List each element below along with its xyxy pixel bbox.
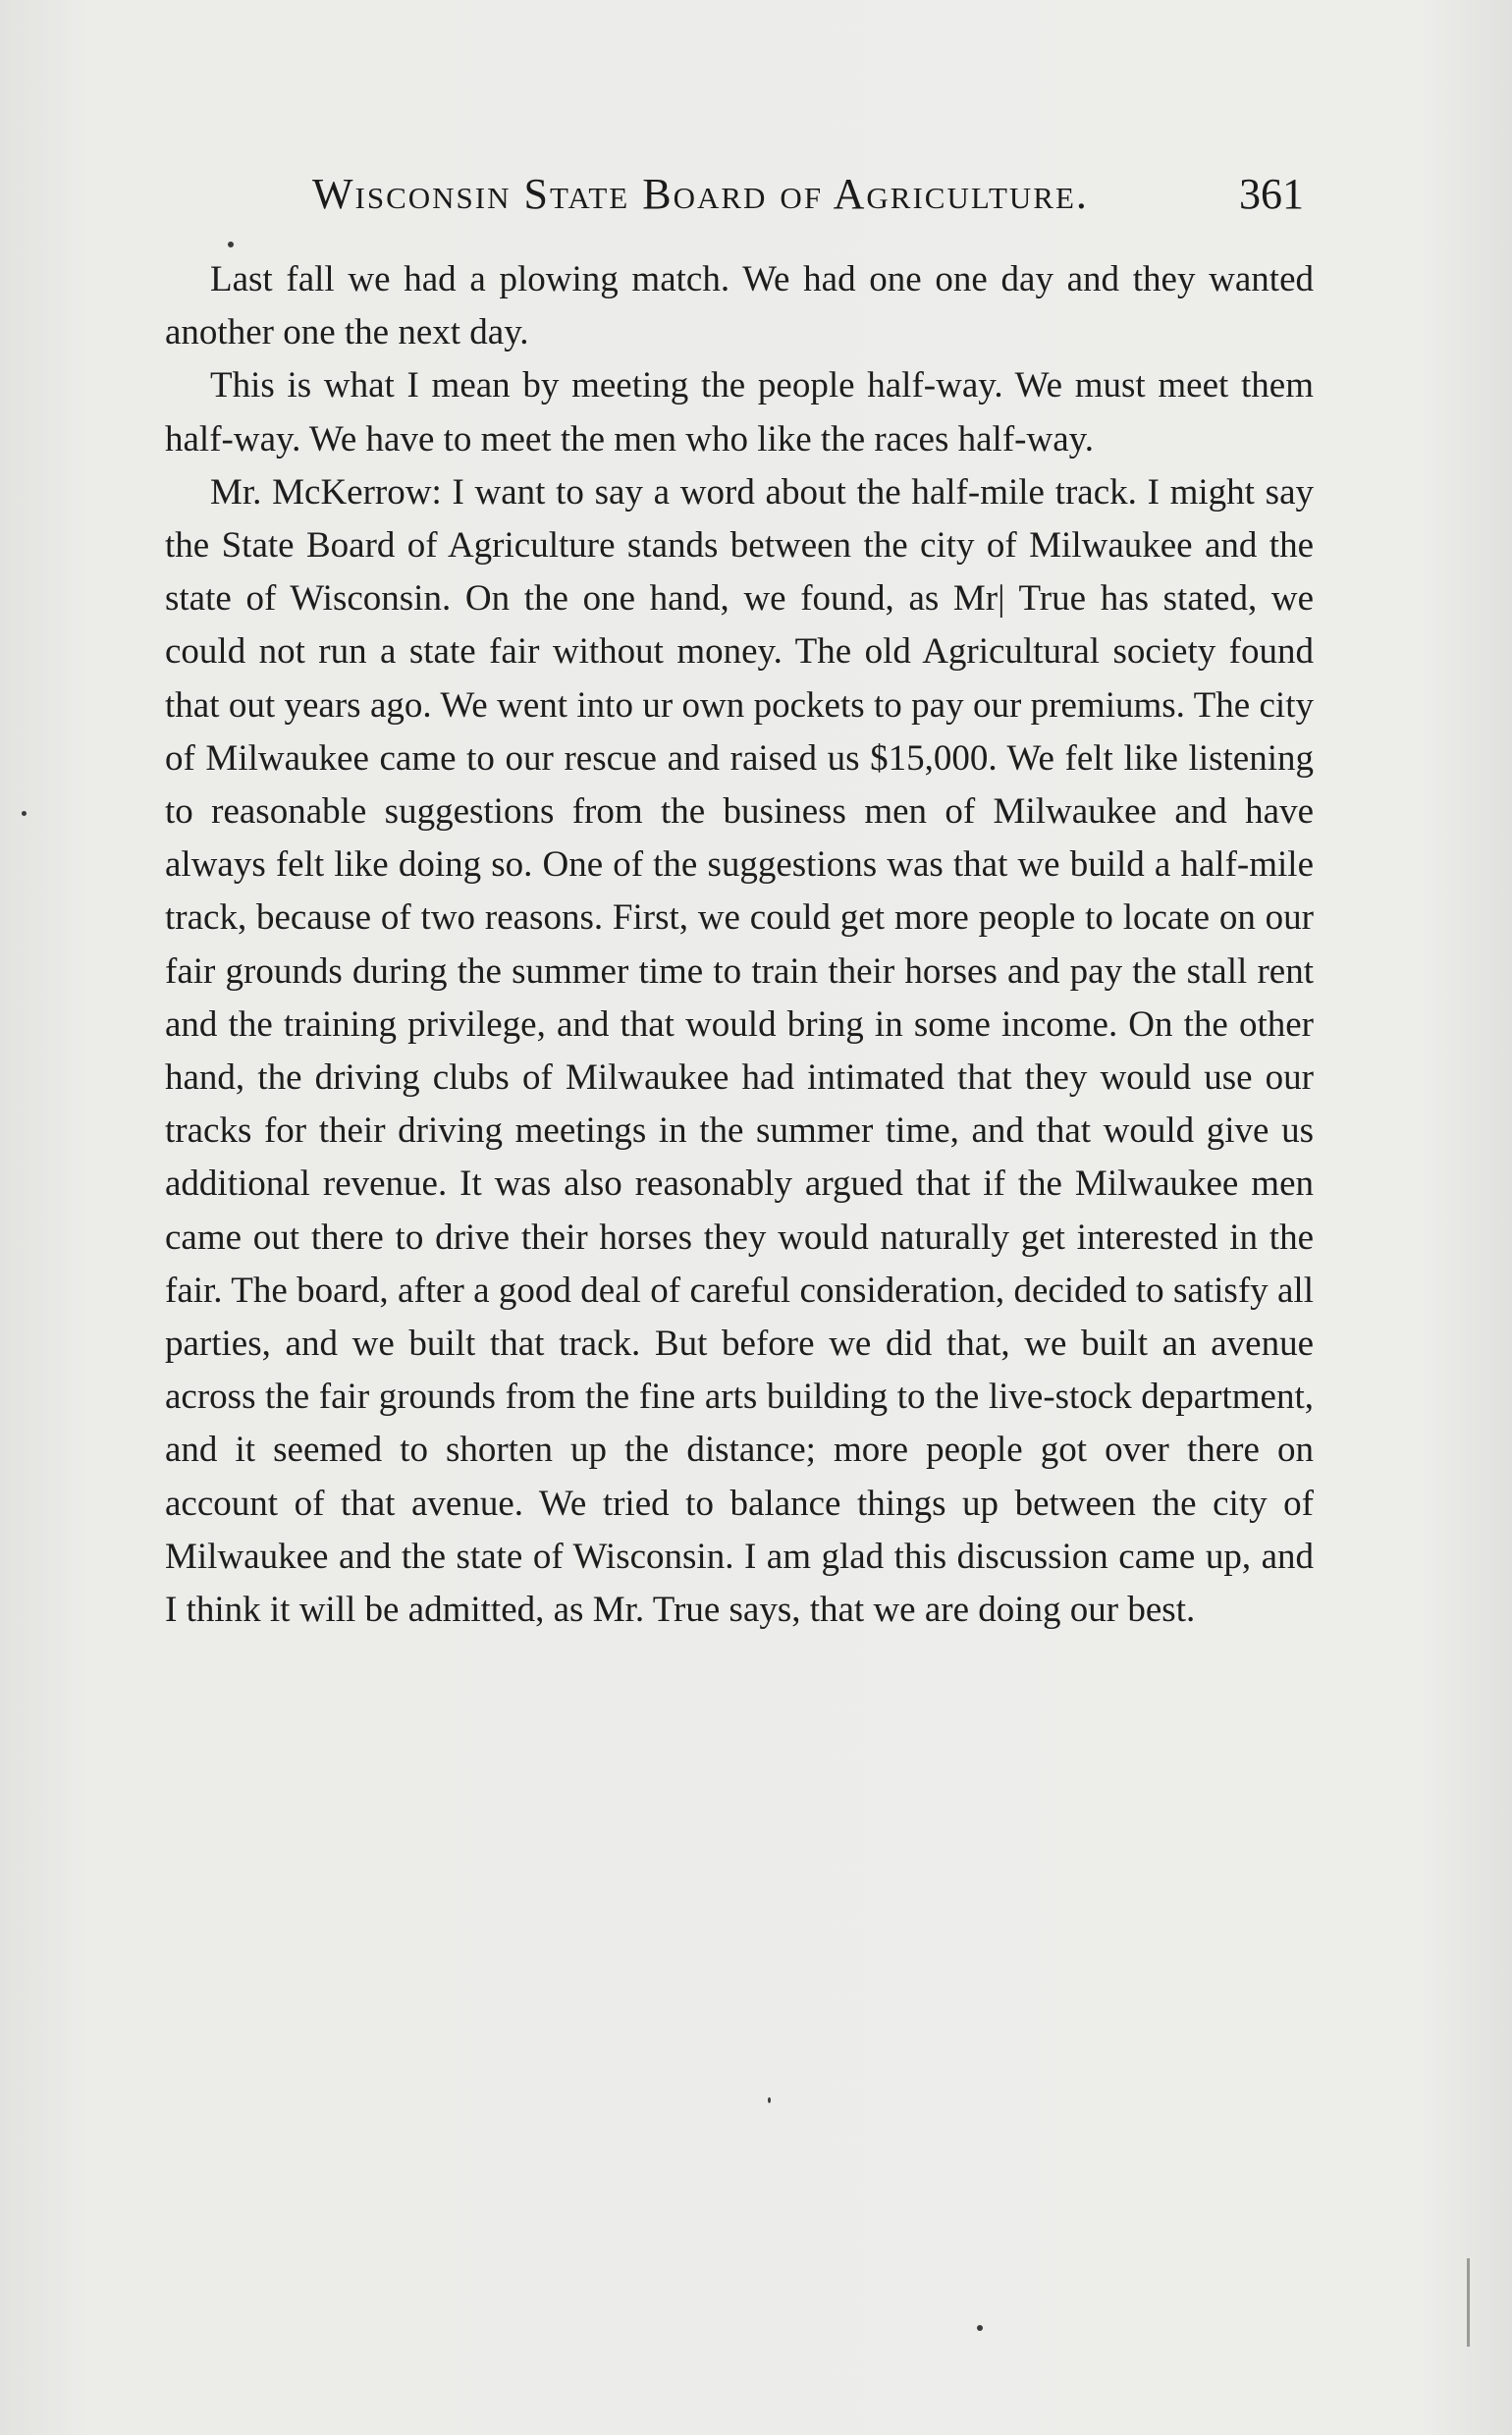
scan-edge-mark: [1467, 2258, 1470, 2347]
running-head: [312, 165, 1304, 224]
scan-speck: [22, 811, 27, 816]
scan-speck: [977, 2325, 983, 2331]
page-number: 361: [1239, 170, 1304, 218]
paragraph-2: This is what I mean by meeting the people half-way. We must meet them half-way. We have to meet the men who like the races half-way.: [165, 365, 1314, 460]
scan-speck: [768, 2097, 771, 2103]
scan-speck: [228, 242, 234, 247]
paragraph-1: Last fall we had a plowing match. We had one one day and they wanted another one the next day.: [165, 259, 1314, 353]
paragraph-3: Mr. McKerrow: I want to say a word about the half-mile track. I might say the State Board of Agriculture stands between the city of Milwaukee and the state of Wisconsin. On the one hand, we found, as Mr| True has stated, we could not run a state fair without money. The old Agricultural society found that out years ago. We went into ur own pockets to pay our premiums. The city of Milwaukee came to our rescue and raised us $15,000. We felt like listening to reasonable suggestions from the business men of Milwaukee and have always felt like doing so. One of the suggestions was that we build a half-mile track, because of two reasons. First, we could get more people to locate on our fair grounds during the summer time to train their horses and pay the stall rent and the training privilege, and that would bring in some income. On the other hand, the driving clubs of Milwaukee had intimated that they would use our tracks for their driving meetings in the summer time, and that would give us additional revenue. It was also reasonably argued that if the Milwaukee men came out there to drive their horses they would naturally get interested in the fair. The board, after a good deal of careful consideration, decided to satisfy all parties, and we built that track. But before we did that, we built an avenue across the fair grounds from the fine arts building to the live-stock department, and it seemed to shorten up the distance; more people got over there on account of that avenue. We tried to balance things up between the city of Milwaukee and the state of Wisconsin. I am glad this discussion came up, and I think it will be admitted, as Mr. True says, that we are doing our best.: [165, 471, 1314, 1631]
body-text: [165, 253, 1314, 1637]
running-head-title: Wisconsin State Board of Agriculture.: [312, 170, 1089, 218]
